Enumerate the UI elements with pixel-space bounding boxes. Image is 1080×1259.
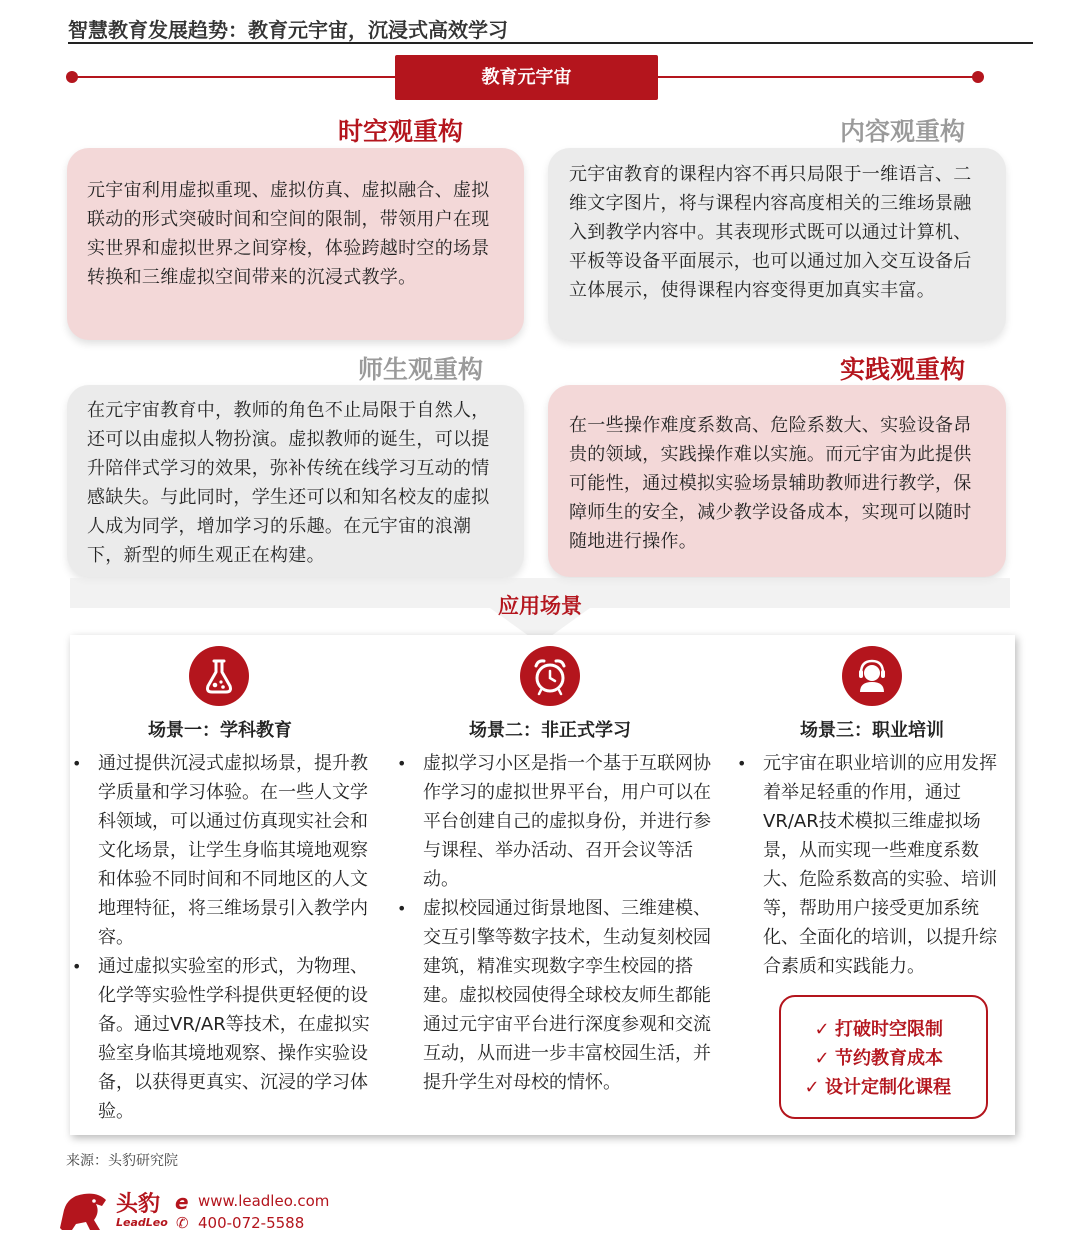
- web-icon: e: [175, 1190, 189, 1214]
- banner-dot-right: [972, 71, 984, 83]
- benefit-item: ✓ 打破时空限制: [781, 1015, 986, 1044]
- phone-icon: ✆: [176, 1214, 189, 1232]
- applications-title: 应用场景: [498, 594, 582, 618]
- scene-3-bullets: [733, 749, 1013, 981]
- flask-icon: [189, 646, 249, 706]
- benefit-item: ✓ 设计定制化课程: [781, 1073, 986, 1102]
- scene-2-bullets: [393, 749, 713, 1097]
- footer-phone: 400-072-5588: [198, 1214, 305, 1232]
- scene-1-bullets: [68, 749, 370, 1126]
- header-divider: [68, 42, 1033, 44]
- list-item: • 元宇宙在职业培训的应用发挥着举足轻重的作用，通过VR/AR技术模拟三维虚拟场景，从而实现一些难度系数大、危险系数高的实验、培训等，帮助用户接受更加系统化、全面化的培训，以提升综合素质和实践能力。: [733, 749, 1013, 981]
- card-practice: [548, 385, 1006, 577]
- section-title-practice: 实践观重构: [840, 355, 966, 384]
- card-text-practice: 在一些操作难度系数高、危险系数大、实验设备昂贵的领域，实践操作难以实施。而元宇宙为此提供可能性，通过模拟实验场景辅助教师进行教学，保障师生的安全，减少教学设备成本，实现可以随时随地进行操作。: [569, 415, 972, 552]
- card-content: [548, 148, 1006, 340]
- section-title-teacher-student: 师生观重构: [358, 355, 484, 384]
- footer-website[interactable]: www.leadleo.com: [198, 1192, 330, 1210]
- leadleo-logo-icon: [56, 1188, 110, 1234]
- check-icon: ✓: [814, 1048, 830, 1069]
- list-item: • 虚拟校园通过街景地图、三维建模、交互引擎等数字技术，生动复刻校园建筑，精准实现数字孪生校园的搭建。虚拟校园使得全球校友师生都能通过元宇宙平台进行深度参观和交流互动，从而进一步丰富校园生活，并提升学生对母校的情怀。: [393, 894, 713, 1097]
- scene-title-1: 场景一：学科教育: [148, 720, 292, 741]
- headset-person-icon: [842, 646, 902, 706]
- card-teacher-student: [67, 385, 524, 577]
- footer-brand-en: LeadLeo: [116, 1216, 168, 1229]
- check-icon: ✓: [804, 1077, 820, 1098]
- benefits-box: [779, 995, 988, 1119]
- source-note: 来源：头豹研究院: [66, 1153, 178, 1169]
- card-text-spacetime: 元宇宙利用虚拟重现、虚拟仿真、虚拟融合、虚拟联动的形式突破时间和空间的限制，带领用户在现实世界和虚拟世界之间穿梭，体验跨越时空的场景转换和三维虚拟空间带来的沉浸式教学。: [87, 180, 490, 288]
- scene-title-3: 场景三：职业培训: [800, 720, 944, 741]
- benefit-item: ✓ 节约教育成本: [781, 1044, 986, 1073]
- card-text-content: 元宇宙教育的课程内容不再只局限于一维语言、二维文字图片，将与课程内容高度相关的三维场景融入到教学内容中。其表现形式既可以通过计算机、平板等设备平面展示，也可以通过加入交互设备后立体展示，使得课程内容变得更加真实丰富。: [569, 164, 972, 301]
- card-spacetime: [67, 148, 524, 340]
- footer-brand: 头豹: [116, 1192, 161, 1217]
- card-text-teacher-student: 在元宇宙教育中，教师的角色不止局限于自然人，还可以由虚拟人物扮演。虚拟教师的诞生，可以提升陪伴式学习的效果，弥补传统在线学习互动的情感缺失。与此同时，学生还可以和知名校友的虚拟人成为同学，增加学习的乐趣。在元宇宙的浪潮下，新型的师生观正在构建。: [87, 400, 490, 566]
- list-item: • 通过提供沉浸式虚拟场景，提升教学质量和学习体验。在一些人文学科领域，可以通过仿真现实社会和文化场景，让学生身临其境地观察和体验不同时间和不同地区的人文地理特征，将三维场景引入教学内容。: [68, 749, 370, 952]
- check-icon: ✓: [814, 1019, 830, 1040]
- section-title-spacetime: 时空观重构: [338, 117, 464, 146]
- list-item: • 虚拟学习小区是指一个基于互联网协作学习的虚拟世界平台，用户可以在平台创建自己的虚拟身份，并进行参与课程、举办活动、召开会议等活动。: [393, 749, 713, 894]
- page-title: 智慧教育发展趋势：教育元宇宙，沉浸式高效学习: [68, 18, 508, 42]
- section-title-content: 内容观重构: [840, 117, 966, 146]
- banner-dot-left: [66, 71, 78, 83]
- scene-title-2: 场景二：非正式学习: [469, 720, 631, 741]
- alarm-clock-icon: [520, 646, 580, 706]
- banner-label: 教育元宇宙: [395, 55, 658, 100]
- list-item: • 通过虚拟实验室的形式，为物理、化学等实验性学科提供更轻便的设备。通过VR/AR等技术，在虚拟实验室身临其境地观察、操作实验设备，以获得更真实、沉浸的学习体验。: [68, 952, 370, 1126]
